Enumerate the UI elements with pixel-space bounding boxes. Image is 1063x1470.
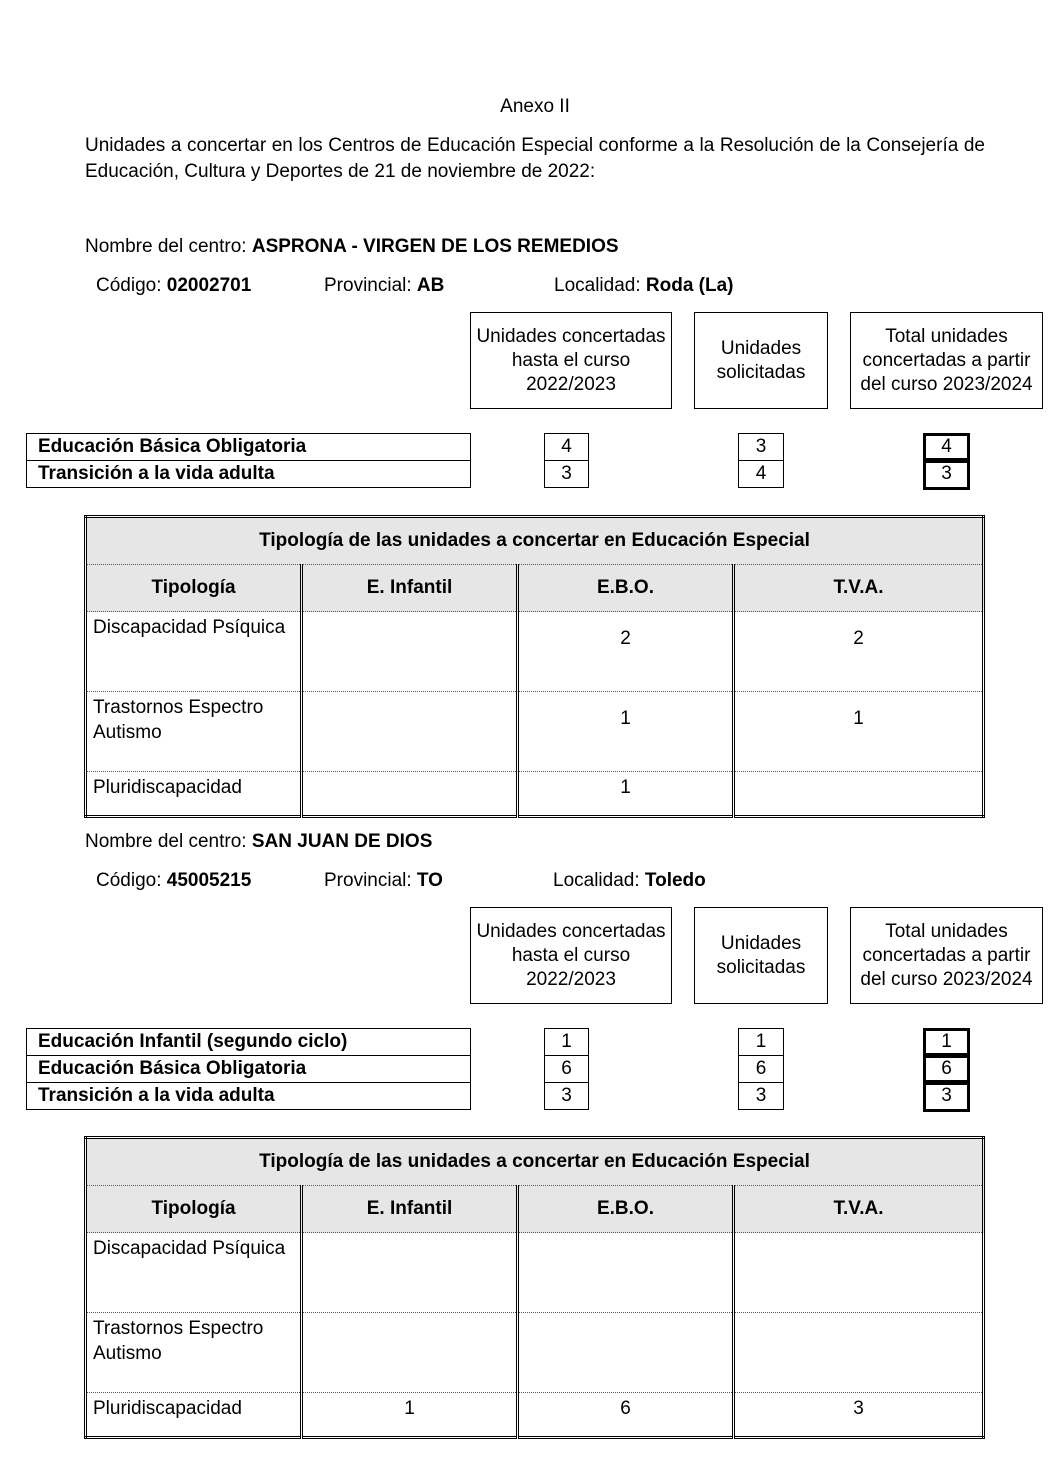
center-name: ASPRONA - VIRGEN DE LOS REMEDIOS — [251, 236, 619, 257]
level-label: Transición a la vida adulta — [26, 1082, 471, 1110]
level-label: Educación Infantil (segundo ciclo) — [26, 1028, 471, 1056]
table-row — [86, 612, 984, 692]
table-row — [86, 1393, 984, 1438]
typology-label: Pluridiscapacidad — [93, 777, 242, 798]
header-units-until: Unidades concertadas hasta el curso 2022/2023 — [470, 312, 672, 409]
infantil-value — [302, 612, 518, 692]
typology-table — [84, 515, 985, 818]
units-requested-value: 3 — [738, 433, 784, 461]
col-header-tva: T.V.A. — [734, 565, 984, 612]
typology-caption: Tipología de las unidades a concertar en Educación Especial — [86, 517, 984, 565]
col-header-tipologia: Tipología — [86, 1186, 302, 1233]
ebo-value: 2 — [518, 612, 734, 692]
tva-value: 2 — [734, 612, 984, 692]
tva-value — [734, 1233, 984, 1313]
center-name: SAN JUAN DE DIOS — [251, 831, 433, 852]
header-units-requested: Unidades solicitadas — [694, 312, 828, 409]
infantil-value: 1 — [302, 1393, 518, 1438]
units-until-value: 6 — [544, 1055, 589, 1083]
center-code: Código: 02002701 — [96, 275, 252, 296]
center-code: Código: 45005215 — [96, 870, 252, 891]
units-total-value: 4 — [923, 433, 970, 461]
typology-table — [84, 1136, 985, 1439]
infantil-value — [302, 772, 518, 817]
col-header-ebo: E.B.O. — [518, 565, 734, 612]
units-requested-value: 4 — [738, 460, 784, 488]
intro-paragraph: Unidades a concertar en los Centros de Educación Especial conforme a la Resolución de la Consejería de Educación, Cultura y Deportes de 21 de noviembre de 2022: — [85, 135, 985, 182]
col-header-tva: T.V.A. — [734, 1186, 984, 1233]
units-requested-value: 6 — [738, 1055, 784, 1083]
header-units-total: Total unidades concertadas a partir del curso 2023/2024 — [850, 312, 1043, 409]
header-units-total: Total unidades concertadas a partir del curso 2023/2024 — [850, 907, 1043, 1004]
level-label: Educación Básica Obligatoria — [26, 433, 471, 461]
units-total-value: 6 — [923, 1055, 970, 1083]
center-province: Provincial: AB — [324, 275, 445, 296]
infantil-value — [302, 692, 518, 772]
table-row — [86, 1313, 984, 1393]
tva-value — [734, 772, 984, 817]
header-units-until: Unidades concertadas hasta el curso 2022/2023 — [470, 907, 672, 1004]
page-title: Anexo II — [500, 96, 570, 117]
ebo-value: 1 — [518, 692, 734, 772]
typology-label: Discapacidad Psíquica — [86, 612, 302, 692]
ebo-value — [518, 1233, 734, 1313]
center-name-label: Nombre del centro: — [85, 236, 252, 257]
ebo-value — [518, 1313, 734, 1393]
table-row — [86, 1233, 984, 1313]
tva-value: 3 — [734, 1393, 984, 1438]
units-until-value: 1 — [544, 1028, 589, 1056]
units-requested-value: 1 — [738, 1028, 784, 1056]
ebo-value: 1 — [518, 772, 734, 817]
center-province: Provincial: TO — [324, 870, 443, 891]
col-header-infantil: E. Infantil — [302, 565, 518, 612]
units-until-value: 4 — [544, 433, 589, 461]
units-total-value: 3 — [923, 1082, 970, 1112]
typology-label: Discapacidad Psíquica — [86, 1233, 302, 1313]
table-row — [86, 772, 984, 817]
tva-value — [734, 1313, 984, 1393]
units-total-value: 1 — [923, 1028, 970, 1056]
tva-value: 1 — [734, 692, 984, 772]
center-name-label: Nombre del centro: — [85, 831, 252, 852]
units-requested-value: 3 — [738, 1082, 784, 1110]
typology-label: Trastornos Espectro Autismo — [86, 1313, 302, 1393]
header-units-requested: Unidades solicitadas — [694, 907, 828, 1004]
center-name-line — [85, 236, 619, 258]
table-row — [86, 692, 984, 772]
col-header-tipologia: Tipología — [86, 565, 302, 612]
typology-caption: Tipología de las unidades a concertar en Educación Especial — [86, 1138, 984, 1186]
typology-label: Trastornos Espectro Autismo — [86, 692, 302, 772]
center-locality: Localidad: Toledo — [553, 870, 706, 891]
infantil-value — [302, 1313, 518, 1393]
units-until-value: 3 — [544, 1082, 589, 1110]
col-header-infantil: E. Infantil — [302, 1186, 518, 1233]
col-header-ebo: E.B.O. — [518, 1186, 734, 1233]
infantil-value — [302, 1233, 518, 1313]
level-label: Educación Básica Obligatoria — [26, 1055, 471, 1083]
typology-label: Pluridiscapacidad — [93, 1398, 242, 1419]
units-total-value: 3 — [923, 460, 970, 490]
center-name-line — [85, 831, 432, 853]
units-until-value: 3 — [544, 460, 589, 488]
level-label: Transición a la vida adulta — [26, 460, 471, 488]
ebo-value: 6 — [518, 1393, 734, 1438]
center-locality: Localidad: Roda (La) — [554, 275, 734, 296]
